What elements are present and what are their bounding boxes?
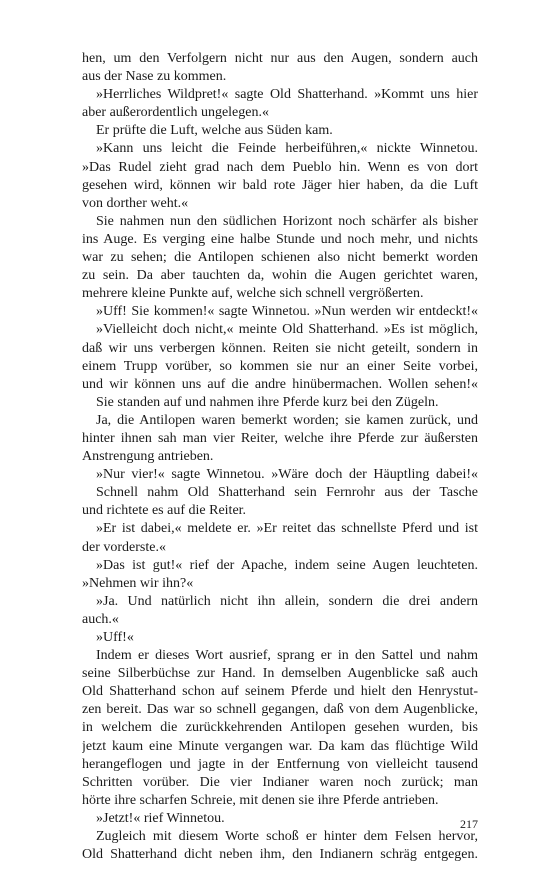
text-line: Sie nahmen nun den südlichen Horizont noch schärfer als bisher (96, 213, 478, 229)
text-line: und wir können uns auf die andre hinübermachen. Wollen sehen!« (82, 376, 478, 392)
text-line: »Er ist dabei,« meldete er. »Er reitet das schnellste Pferd und ist (96, 521, 478, 537)
text-line: Sie standen auf und nahmen ihre Pferde kurz bei den Zügeln. (96, 394, 439, 410)
text-line: »Nur vier!« sagte Winnetou. »Wäre doch der Häuptling dabei!« (96, 467, 478, 483)
text-line: »Jetzt!« rief Winnetou. (96, 810, 225, 826)
text-line: »Kann uns leicht die Feinde herbeiführen,« nickte Winnetou. (96, 141, 478, 157)
page-number: 217 (460, 817, 478, 831)
text-line: Zugleich mit diesem Worte schoß er hinter dem Felsen hervor, (96, 829, 478, 845)
text-line: gesehen wird, können wir bald rote Jäger hier haben, da die Luft (82, 177, 478, 193)
text-line: Ja, die Antilopen waren bemerkt worden; sie kamen zurück, und (96, 412, 478, 428)
text-line: »Das ist gut!« rief der Apache, indem seine Augen leuchteten. (96, 557, 478, 573)
text-line: Anstrengung antrieben. (82, 449, 214, 465)
text-line: »Nehmen wir ihn?« (82, 575, 194, 591)
text-line: »Ja. Und natürlich nicht ihn allein, sondern die drei andern (96, 593, 478, 609)
text-line: Schritten vorüber. Die vier Indianer waren noch zurück; man (82, 774, 478, 790)
text-line: aber außerordentlich ungelegen.« (82, 105, 269, 121)
text-line: aus der Nase zu kommen. (82, 69, 227, 85)
text-line: hen, um den Verfolgern nicht nur aus den Augen, sondern auch (82, 51, 478, 66)
text-line: herangeflogen und jagte in der Entfernung von vielleicht tausend (82, 756, 478, 772)
text-line: zu sein. Da aber tauchten da, wohin die Augen gerichtet waren, (82, 268, 478, 284)
text-line: ins Auge. Es verging eine halbe Stunde und noch mehr, und nichts (82, 231, 478, 247)
text-line: Old Shatterhand schon auf seinem Pferde und hielt den Henrystut- (82, 684, 478, 700)
text-line: Schnell nahm Old Shatterhand sein Fernrohr aus der Tasche (96, 485, 478, 501)
text-line: »Herrliches Wildpret!« sagte Old Shatterhand. »Kommt uns hier (96, 87, 478, 103)
text-line: Indem er dieses Wort ausrief, sprang er in den Sattel und nahm (96, 648, 478, 664)
text-line: der vorderste.« (82, 539, 166, 555)
text-line: jetzt kaum eine Minute vergangen war. Da kam das flüchtige Wild (82, 738, 478, 754)
text-line: seine Silberbüchse zur Hand. In demselben Augenblicke saß auch (82, 666, 478, 682)
text-line: »Uff!« (96, 630, 134, 645)
text-line: Old Shatterhand dicht neben ihm, den Indianern schräg entgegen. (82, 847, 478, 863)
text-line: in welchem die zurückkehrenden Antilopen gesehen wurden, bis (82, 720, 478, 736)
text-line: »Vielleicht doch nicht,« meinte Old Shatterhand. »Es ist möglich, (96, 322, 478, 338)
text-line: Er prüfte die Luft, welche aus Süden kam. (96, 123, 333, 139)
text-line: und richtete es auf die Reiter. (82, 503, 247, 519)
text-line: hörte ihre scharfen Schreie, mit denen sie ihre Pferde antrieben. (82, 792, 439, 808)
text-line: einem Trupp vorüber, so kommen sie nur an einer Seite vorbei, (82, 358, 478, 374)
text-line: »Das Rudel zieht grad nach dem Pueblo hin. Wenn es von dort (82, 159, 478, 175)
text-line: hinter ihnen sah man vier Reiter, welche ihre Pferde zur äußersten (82, 430, 478, 446)
page-body (82, 50, 478, 864)
text-line: auch.« (82, 611, 119, 627)
text-line: von dorther weht.« (82, 195, 189, 211)
text-line: mehrere kleine Punkte auf, welche sich schnell vergrößerten. (82, 286, 424, 302)
text-line: war zu sehen; die Antilopen schienen also nicht bemerkt worden (82, 250, 478, 266)
text-line: »Uff! Sie kommen!« sagte Winnetou. »Nun werden wir entdeckt!« (96, 304, 478, 320)
text-line: daß wir uns verbergen können. Reiten sie nicht geteilt, sondern in (82, 340, 478, 356)
text-line: zen bereit. Das war so schnell gegangen, daß von dem Augenblicke, (82, 702, 478, 718)
